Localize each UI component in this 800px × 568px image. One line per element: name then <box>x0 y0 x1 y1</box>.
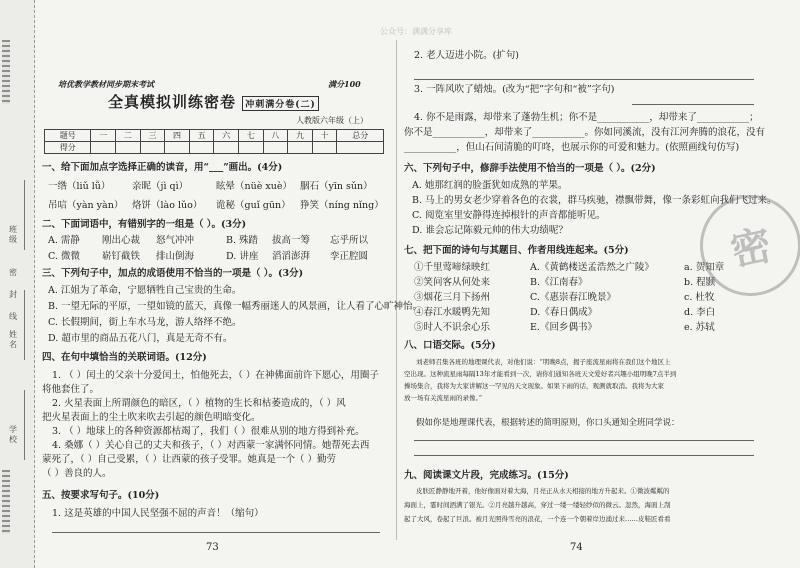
score-header-cell: 一 <box>91 130 116 142</box>
question-1: 一、给下面加点字选择正确的读音，用“___”画出。(4分) <box>42 162 283 173</box>
pinyin-item[interactable]: 烙饼（lào lǔo） <box>132 200 203 211</box>
score-header-cell: 四 <box>165 130 190 142</box>
binding-line <box>24 180 25 250</box>
conjunction-line: 3. （ ）地球上的各种资源都枯竭了，我们（ ）很难从别的地方得到补充。 <box>52 426 365 437</box>
pinyin-item[interactable]: 眩晕（nüè xuè） <box>216 181 292 192</box>
match-item[interactable]: e. 苏轼 <box>684 322 715 333</box>
page-divider <box>396 40 397 540</box>
answer-line[interactable] <box>414 79 754 80</box>
score-header-cell: 总分 <box>337 130 384 142</box>
answer-line[interactable] <box>414 440 754 441</box>
rewrite-item: ___________，但山石间清脆的叮咚，也展示你的可爱和魅力。(依照画线句仿写) <box>404 142 740 153</box>
word-option[interactable]: B. 殊踏 <box>226 235 259 246</box>
binding-label-class: 班级 <box>9 225 17 244</box>
score-header-cell: 五 <box>189 130 214 142</box>
match-item[interactable]: ③烟花三月下扬州 <box>414 292 491 303</box>
score-cell[interactable] <box>288 142 313 154</box>
score-table <box>44 129 384 154</box>
idiom-option[interactable]: D. 超市里的商品五花八门，真是无奇不有。 <box>48 333 233 344</box>
notice-text: 假如你是地理课代表，根据转述的简明原则，你口头通知全班同学说： <box>416 418 680 428</box>
spine-mark <box>2 40 10 104</box>
score-header-cell: 七 <box>239 130 264 142</box>
page-number-right: 74 <box>570 542 583 553</box>
score-cell[interactable] <box>140 142 165 154</box>
match-item[interactable]: B.《江南春》 <box>530 277 588 288</box>
answer-line[interactable] <box>414 455 754 456</box>
score-header-cell: 题号 <box>45 130 91 142</box>
score-header-row <box>45 130 384 142</box>
score-header-cell: 九 <box>288 130 313 142</box>
pinyin-item[interactable]: 狰笑（níng nǐng） <box>300 200 384 211</box>
score-cell[interactable] <box>312 142 337 154</box>
binding-seal-1: 密 <box>9 268 17 277</box>
title-badge: 冲刺满分卷(二) <box>242 96 319 111</box>
page-number-left: 73 <box>206 542 219 553</box>
rewrite-item: 3. 一阵风吹了蜡烛。(改为“把”字句和“被”字句) <box>414 84 615 95</box>
word-option[interactable]: 崭钉截铁 <box>102 251 141 262</box>
match-item[interactable]: ①千里莺啼绿映红 <box>414 262 491 273</box>
word-option[interactable]: 怒气冲冲 <box>156 235 195 246</box>
binding-label-school: 学校 <box>9 425 17 444</box>
match-item[interactable]: ⑤时人不识余心乐 <box>414 322 491 333</box>
score-cell[interactable] <box>189 142 214 154</box>
question-2: 二、下面词语中，有错别字的一组是（ ）。(3分) <box>42 219 247 230</box>
word-option[interactable]: 孪正腔圆 <box>330 251 369 262</box>
question-7: 七、把下面的诗句与其题目、作者用线连起来。(5分) <box>404 245 629 256</box>
pinyin-item[interactable]: 胭石（yīn sǔn） <box>300 181 373 192</box>
match-item[interactable]: ②笑问客从何处来 <box>414 277 491 288</box>
score-header-cell: 六 <box>214 130 239 142</box>
conjunction-line: （ ）善良的人。 <box>42 468 112 479</box>
idiom-option[interactable]: C. 长假期间，街上车水马龙，游人络绎不绝。 <box>48 317 242 328</box>
series-label: 培优教学教材同步期末考试 <box>58 79 154 89</box>
conjunction-line: 1. （ ）闰土的父亲十分爱闰土，怕他死去，（ ）在神佛面前许下愿心，用圈子 <box>52 370 379 381</box>
answer-line[interactable] <box>632 104 754 105</box>
word-option[interactable]: 滔滔澎湃 <box>272 251 311 262</box>
idiom-option[interactable]: A. 江姐为了革命，宁愿牺牲自己宝贵的生命。 <box>48 285 242 296</box>
conjunction-line: 2. 火星表面上所谓颜色的暗区，（ ）植物的生长和枯萎造成的，（ ）风 <box>52 398 346 409</box>
score-cell: 得分 <box>45 142 91 154</box>
rewrite-item: 你不是___________，却带来了___________。你如同溪流，没有江河奔腾的浪花，没有 <box>404 127 766 138</box>
rhetoric-option[interactable]: A. 她那红润的脸蛋犹如成熟的苹果。 <box>412 180 568 191</box>
page-title: 全真模拟训练密卷 冲刺满分卷(二) <box>108 91 319 112</box>
score-cell[interactable] <box>239 142 264 154</box>
edition-label: 人教版六年级（上） <box>296 116 368 125</box>
seal-stamp: 密 <box>691 186 800 306</box>
reading-passage: 起了大风，卷起了巨浪。被月光照得雪亮的浪花，一个连一个朝着岸边涌过来……皮鞋匠看看 <box>404 515 671 523</box>
binding-strip <box>0 0 35 568</box>
score-value-row <box>45 142 384 154</box>
binding-line <box>24 390 25 460</box>
score-header-cell: 十 <box>312 130 337 142</box>
full-score: 满分100 <box>328 79 361 89</box>
score-cell[interactable] <box>263 142 288 154</box>
word-option[interactable]: 排山倒海 <box>156 251 195 262</box>
spine-mark <box>2 470 10 534</box>
rhetoric-option[interactable]: B. 马上的男女老少穿着各色的衣裳，群马疾驰，襟飘带舞，像一条彩虹向我们飞过来。 <box>412 195 777 206</box>
binding-label-name: 姓名 <box>9 330 17 349</box>
notice-text: 放一场有关流星雨的录像。” <box>404 394 483 402</box>
answer-line[interactable] <box>52 532 380 533</box>
score-cell[interactable] <box>91 142 116 154</box>
match-item[interactable]: C.《惠崇春江晚景》 <box>530 292 616 303</box>
question-8: 八、口语交际。(5分) <box>404 340 496 351</box>
pinyin-item[interactable]: 亲昵（jì qì） <box>132 181 189 192</box>
reading-passage: 皮肤匠静静地开着，他好像面对着大海，月亮正从水天相接的地方升起来。①微波粼粼的 <box>416 487 670 495</box>
match-item[interactable]: a. 贺知章 <box>684 262 725 273</box>
score-cell[interactable] <box>165 142 190 154</box>
word-option[interactable]: C. 微微 <box>48 251 80 262</box>
right-page <box>402 0 777 568</box>
question-4: 四、在句中填恰当的关联词语。(12分) <box>42 352 207 363</box>
word-option[interactable]: 拔高一筹 <box>272 235 311 246</box>
question-3: 三、下列句子中，加点的成语使用不恰当的一项是（ ）。(3分) <box>42 268 304 279</box>
binding-line <box>24 290 25 360</box>
match-item[interactable]: ④春江水暖鸭先知 <box>414 307 491 318</box>
rewrite-item: 4. 你不是雨露，却带来了蓬勃生机；你不是___________，却带来了___________； <box>414 112 759 123</box>
idiom-option[interactable]: B. 一望无际的平原，一望如镜的蓝天，真像一幅秀丽迷人的风景画，让人看了心旷神怡。 <box>48 301 423 312</box>
word-option[interactable]: A. 需静 <box>48 235 80 246</box>
question-6: 六、下列句子中，修辞手法使用不恰当的一项是（ ）。(2分) <box>404 163 656 174</box>
binding-seal-2: 封 <box>9 290 17 299</box>
pinyin-item[interactable]: 吊唁（yàn yàn） <box>48 200 124 211</box>
conjunction-line: 蒙死了，（ ）自己受累，（ ）让西蒙的孩子受罪。她真是一个（ ）勤劳 <box>42 454 337 465</box>
match-item[interactable]: D.《春日偶成》 <box>530 307 598 318</box>
pinyin-item[interactable]: 一绺（liǔ lǚ） <box>48 181 111 192</box>
watermark: 公众号：满满分享库 <box>380 27 452 36</box>
rhetoric-option[interactable]: C. 阅览室里安静得连掉根针的声音都能听见。 <box>412 210 606 221</box>
word-option[interactable]: 忘乎所以 <box>330 235 369 246</box>
score-cell[interactable] <box>214 142 239 154</box>
match-item[interactable]: d. 李白 <box>684 307 716 318</box>
conjunction-line: 将他套住了。 <box>42 384 100 395</box>
word-option[interactable]: 刚出心裁 <box>102 235 141 246</box>
word-option[interactable]: D. 讲座 <box>226 251 259 262</box>
match-item[interactable]: b. 程颢 <box>684 277 716 288</box>
score-cell[interactable] <box>337 142 384 154</box>
conjunction-line: 把火星表面上的尘土吹来吹去引起的颜色明暗变化。 <box>42 412 261 423</box>
match-item[interactable]: A.《黄鹤楼送孟浩然之广陵》 <box>530 262 654 273</box>
notice-text: 操场集合，我将为大家讲解这一罕见的天文现象。如果下雨的话，观测就取消。我将为大家 <box>404 382 664 390</box>
conjunction-line: 4. 桑娜（ ）关心自己的丈夫和孩子，（ ）对西蒙一家满怀同情。她帮死去西 <box>52 440 370 451</box>
notice-text: 空出现。这种流星雨每隔13年才能看到一次，请你们通知各班天文爱好者兴趣小组明晚7点半到 <box>404 370 677 378</box>
match-item[interactable]: E.《回乡偶书》 <box>530 322 597 333</box>
binding-seal-3: 线 <box>9 312 17 321</box>
rhetoric-option[interactable]: D. 谁会忘记陈毅元帅的伟大功绩呢？ <box>412 225 568 236</box>
pinyin-item[interactable]: 诡秘（guǐ gūn） <box>216 200 291 211</box>
reading-passage: 海面上，霎时间洒满了银光。②月亮越升越高，穿过一缕一缕轻纱似的微云。忽然，海面上刮 <box>404 501 671 509</box>
score-header-cell: 八 <box>263 130 288 142</box>
score-header-cell: 三 <box>140 130 165 142</box>
match-item[interactable]: c. 杜牧 <box>684 292 715 303</box>
question-5: 五、按要求写句子。(10分) <box>42 490 160 501</box>
notice-text: 刘老师召集各班的地理课代表，对他们说：“明晚8点，揭子座流星雨将在我们这个地区上 <box>416 358 671 366</box>
score-cell[interactable] <box>116 142 141 154</box>
score-header-cell: 二 <box>116 130 141 142</box>
question-9: 九、阅读课文片段，完成练习。(15分) <box>404 470 569 481</box>
rewrite-item: 2. 老人迈进小院。(扩句) <box>414 50 519 61</box>
q5-item-1: 1. 这是英雄的中国人民坚强不屈的声音！（缩句） <box>52 508 264 519</box>
